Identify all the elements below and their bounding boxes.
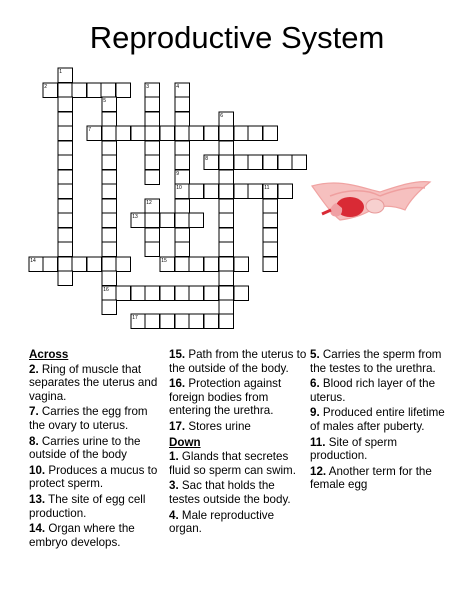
clue-text: Another term for the female egg bbox=[310, 464, 432, 492]
clue-number: 14. bbox=[29, 522, 46, 536]
clue-item bbox=[29, 435, 166, 462]
clue-item bbox=[169, 377, 307, 418]
clue-text: Carries urine to the outside of the body bbox=[29, 434, 141, 462]
clue-item bbox=[310, 377, 450, 404]
clues-column-2 bbox=[169, 348, 307, 538]
cell-number: 15 bbox=[161, 258, 167, 265]
page-title: Reproductive System bbox=[89, 20, 385, 55]
clue-item bbox=[310, 406, 450, 433]
clue-text: Produces a mucus to protect sperm. bbox=[29, 463, 158, 491]
clue-text: The site of egg cell production. bbox=[29, 492, 146, 520]
cell-number: 6 bbox=[220, 113, 223, 120]
clues-column-1 bbox=[29, 348, 166, 551]
across-heading: Across bbox=[29, 348, 69, 361]
clue-number: 5. bbox=[310, 348, 320, 361]
clue-text: Organ where the embryo develops. bbox=[29, 522, 135, 549]
clue-item bbox=[310, 348, 450, 375]
cell-number: 1 bbox=[59, 69, 62, 76]
clue-item bbox=[310, 465, 450, 492]
clue-text: Site of sperm production. bbox=[310, 435, 398, 463]
clue-number: 10. bbox=[29, 463, 46, 477]
cell-number: 3 bbox=[146, 84, 149, 91]
clue-text: Path from the uterus to the outside of the body. bbox=[169, 348, 307, 375]
cell-number: 11 bbox=[264, 185, 270, 192]
clue-number: 6. bbox=[310, 377, 320, 391]
clue-item bbox=[29, 464, 166, 491]
clue-text: Blood rich layer of the uterus. bbox=[310, 377, 436, 404]
cell-number: 12 bbox=[146, 200, 152, 207]
clue-item bbox=[169, 479, 307, 506]
cell-number: 2 bbox=[44, 84, 47, 91]
clue-item bbox=[169, 509, 307, 536]
clue-item bbox=[29, 493, 166, 520]
cell-number: 17 bbox=[132, 315, 138, 322]
clue-item bbox=[310, 436, 450, 463]
clue-number: 15. bbox=[169, 348, 186, 361]
clue-number: 17. bbox=[169, 419, 186, 433]
cell-number: 9 bbox=[176, 171, 179, 178]
clue-item bbox=[169, 348, 307, 375]
clue-number: 8. bbox=[29, 434, 39, 448]
cell-number: 13 bbox=[132, 214, 138, 221]
clue-number: 1. bbox=[169, 450, 179, 464]
clue-text: Carries the egg from the ovary to uterus. bbox=[29, 405, 148, 432]
clue-text: Male reproductive organ. bbox=[169, 508, 275, 536]
clue-number: 12. bbox=[310, 464, 327, 478]
cell-number: 5 bbox=[103, 98, 106, 105]
clue-number: 7. bbox=[29, 405, 39, 419]
clue-item bbox=[29, 405, 166, 432]
cell-number: 8 bbox=[205, 156, 208, 163]
cell-number: 16 bbox=[103, 287, 109, 294]
clue-item bbox=[29, 522, 166, 549]
clue-number: 4. bbox=[169, 508, 179, 522]
clue-item bbox=[29, 363, 166, 404]
clue-item bbox=[169, 420, 307, 434]
clue-number: 9. bbox=[310, 406, 320, 420]
clue-number: 11. bbox=[310, 435, 326, 449]
cell-number: 10 bbox=[176, 185, 182, 192]
cell-number: 4 bbox=[176, 84, 179, 91]
down-heading: Down bbox=[169, 435, 201, 449]
clue-text: Stores urine bbox=[188, 419, 251, 433]
cell-number: 14 bbox=[30, 258, 36, 265]
clue-text: Ring of muscle that separates the uterus and vagina. bbox=[29, 362, 158, 403]
clue-number: 13. bbox=[29, 492, 46, 506]
clue-text: Glands that secretes fluid so sperm can swim. bbox=[169, 450, 296, 477]
clue-text: Produced entire lifetime of males after puberty. bbox=[310, 406, 445, 433]
clue-text: Carries the sperm from the testes to the urethra. bbox=[310, 348, 442, 375]
clue-number: 16. bbox=[169, 377, 186, 391]
clue-number: 2. bbox=[29, 362, 39, 376]
clues-column-3 bbox=[310, 348, 450, 494]
clue-text: Sac that holds the testes outside the body. bbox=[169, 479, 291, 506]
clue-text: Protection against foreign bodies from entering the urethra. bbox=[169, 377, 282, 418]
clue-item bbox=[169, 450, 307, 477]
clue-number: 3. bbox=[169, 479, 179, 493]
cell-number: 7 bbox=[88, 127, 91, 134]
